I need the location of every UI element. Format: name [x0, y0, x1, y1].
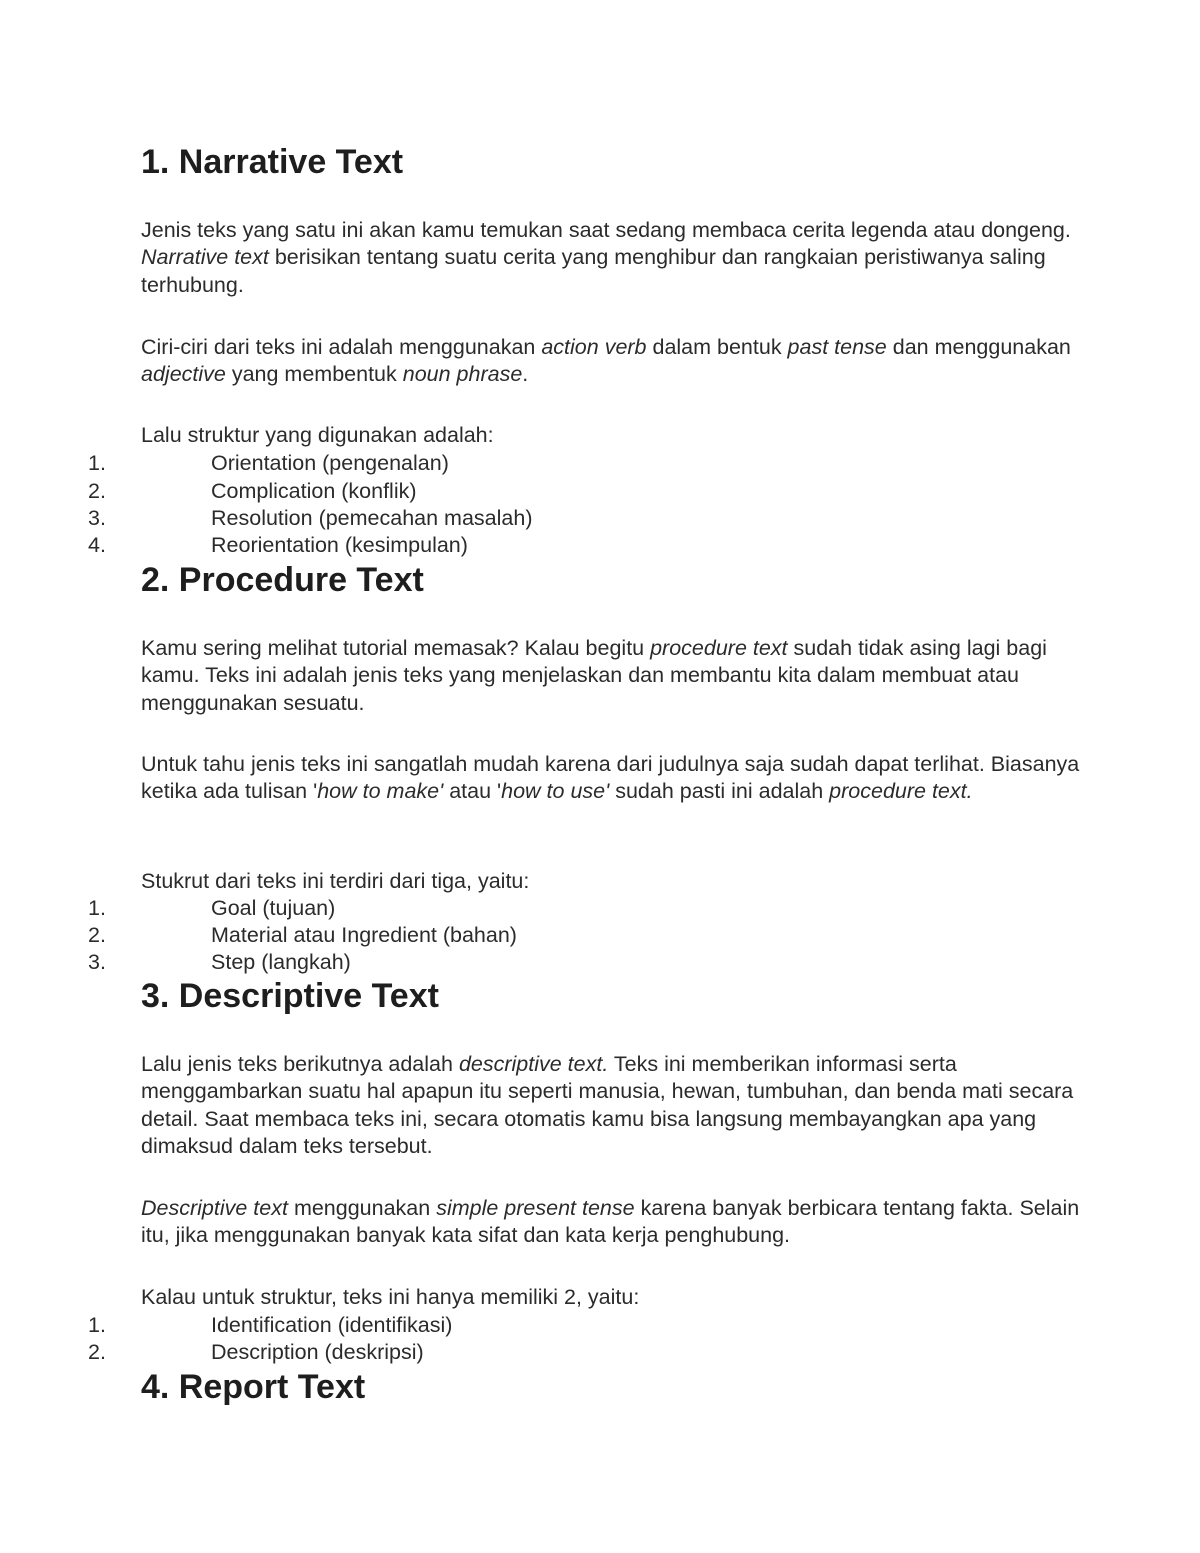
list-number: 2. [88, 923, 106, 947]
text-run: Teks ini memberikan informasi serta menggambarkan suatu hal apapun itu seperti manusia, hewan, tumbuhan, dan benda mati secara detail. Saat membaca teks ini, secara otomatis kamu bisa langsung membayangkan apa yang dimaksud dalam teks tersebut. [141, 1052, 1074, 1159]
section-heading-narrative: 1. Narrative Text [141, 143, 404, 181]
section-heading-descriptive: 3. Descriptive Text [141, 977, 439, 1015]
list-item [0, 505, 700, 532]
text-run: sudah tidak asing lagi bagi kamu. Teks ini adalah jenis teks yang menjelaskan dan membantu kita dalam membuat atau menggunakan sesuatu. [141, 636, 1047, 715]
text-run: dalam bentuk [646, 335, 788, 359]
narrative-paragraph-2 [141, 334, 1081, 389]
procedure-paragraph-2 [141, 751, 1081, 806]
list-item [0, 895, 700, 922]
text-run: Untuk tahu jenis teks ini sangatlah mudah karena dari judulnya saja sudah dapat terlihat. Biasanya ketika ada tulisan ' [141, 752, 1080, 804]
descriptive-paragraph-2 [141, 1195, 1081, 1250]
list-item-text: Reorientation (kesimpulan) [211, 533, 468, 557]
list-number: 2. [88, 1340, 106, 1364]
text-run: Lalu jenis teks berikutnya adalah [141, 1052, 459, 1076]
text-run: karena banyak berbicara tentang fakta. Selain itu, jika menggunakan banyak kata sifat dan kata kerja penghubung. [141, 1196, 1080, 1248]
list-item [0, 922, 700, 949]
list-number: 1. [88, 1313, 106, 1337]
text-run: sudah pasti ini adalah [609, 779, 830, 804]
list-item-text: Identification (identifikasi) [211, 1313, 453, 1337]
italic-term: procedure text. [829, 779, 973, 804]
list-item [0, 949, 700, 976]
italic-term: action verb [541, 335, 647, 359]
procedure-paragraph-1 [141, 635, 1081, 717]
text-run: menggunakan [287, 1196, 437, 1220]
text-run: atau ' [443, 779, 502, 804]
italic-term: how to use' [501, 779, 610, 804]
list-item [0, 478, 700, 505]
list-item-text: Material atau Ingredient (bahan) [211, 923, 517, 947]
list-number: 4. [88, 533, 106, 557]
section-heading-report: 4. Report Text [141, 1368, 366, 1406]
text-run: Jenis teks yang satu ini akan kamu temukan saat sedang membaca cerita legenda atau dongeng. [141, 218, 1071, 242]
text-run: Kamu sering melihat tutorial memasak? Kalau begitu [141, 636, 651, 660]
list-item-text: Step (langkah) [211, 950, 351, 974]
italic-term: past tense [787, 335, 887, 359]
text-run: Ciri-ciri dari teks ini adalah menggunakan [141, 335, 542, 359]
italic-term: adjective [141, 362, 226, 387]
section-heading-procedure: 2. Procedure Text [141, 561, 424, 599]
list-item [0, 1339, 700, 1366]
narrative-paragraph-1 [141, 217, 1081, 299]
italic-term: Narrative text [141, 245, 269, 270]
italic-term: how to make' [317, 779, 444, 804]
list-item-text: Description (deskripsi) [211, 1340, 424, 1364]
text-run: dan menggunakan [886, 335, 1071, 359]
descriptive-list-intro: Kalau untuk struktur, teks ini hanya memiliki 2, yaitu: [141, 1285, 640, 1309]
list-item-text: Goal (tujuan) [211, 896, 336, 920]
list-item-text: Orientation (pengenalan) [211, 451, 449, 475]
list-number: 1. [88, 451, 106, 475]
italic-term: procedure text [650, 636, 788, 660]
text-run: yang membentuk [225, 362, 403, 387]
list-item-text: Resolution (pemecahan masalah) [211, 506, 533, 530]
text-run: . [522, 362, 529, 387]
text-run: berisikan tentang suatu cerita yang menghibur dan rangkaian peristiwanya saling terhubung. [141, 245, 1046, 297]
list-item [0, 450, 700, 477]
narrative-list-intro: Lalu struktur yang digunakan adalah: [141, 423, 494, 447]
list-number: 2. [88, 479, 106, 503]
list-item [0, 532, 700, 559]
list-number: 3. [88, 506, 106, 530]
descriptive-paragraph-1 [141, 1051, 1081, 1161]
list-number: 1. [88, 896, 106, 920]
list-item-text: Complication (konflik) [211, 479, 417, 503]
italic-term: Descriptive text [141, 1196, 288, 1220]
italic-term: noun phrase [402, 362, 523, 387]
italic-term: descriptive text. [458, 1052, 609, 1076]
list-number: 3. [88, 950, 106, 974]
italic-term: simple present tense [436, 1196, 635, 1220]
procedure-list-intro: Stukrut dari teks ini terdiri dari tiga, yaitu: [141, 869, 530, 893]
list-item [0, 1312, 700, 1339]
